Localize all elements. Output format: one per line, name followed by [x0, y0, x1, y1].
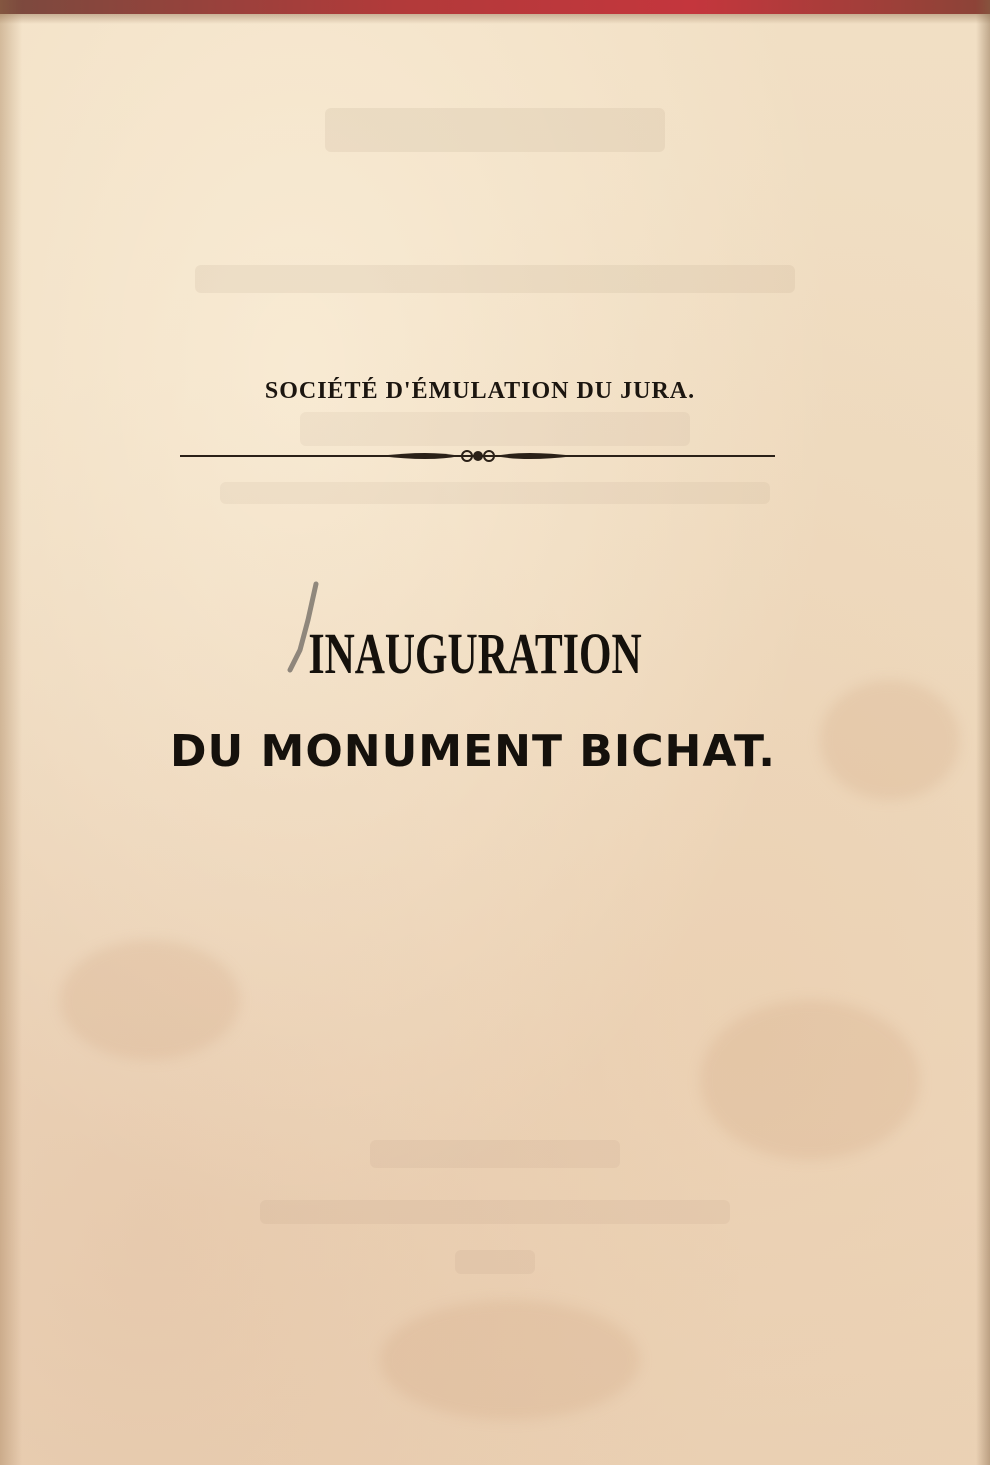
bleed-through [0, 1200, 990, 1224]
bleed-through [0, 412, 990, 446]
bleed-through [0, 265, 990, 293]
title-line-1: INAUGURATION [308, 621, 642, 686]
paper-stain [700, 1000, 920, 1160]
society-heading: SOCIÉTÉ D'ÉMULATION DU JURA. [264, 378, 696, 404]
book-binding-edge [0, 0, 990, 14]
title-line-2: DU MONUMENT BICHAT. [169, 726, 777, 777]
bleed-through [0, 108, 990, 158]
bleed-through [0, 1140, 990, 1168]
paper-stain [380, 1300, 640, 1420]
page-right-edge [976, 0, 990, 1465]
bleed-through [0, 1250, 990, 1274]
paper-stain [60, 940, 240, 1060]
bleed-through [0, 482, 990, 504]
binding-shadow [0, 14, 990, 24]
ornamental-rule [180, 444, 775, 468]
